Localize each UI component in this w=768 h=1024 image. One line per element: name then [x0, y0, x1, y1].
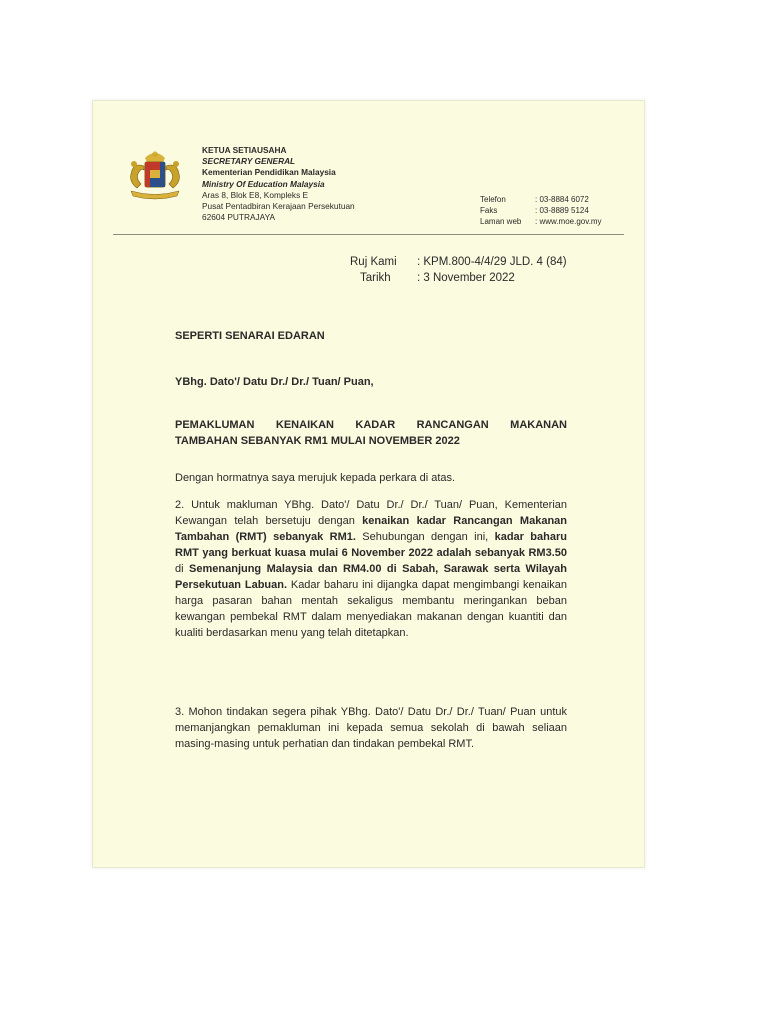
letterhead-title: KETUA SETIAUSAHA: [202, 145, 287, 155]
paragraph-2: [175, 497, 567, 641]
contact-phone-row: [480, 194, 602, 205]
reference-row: [350, 254, 567, 270]
para2-bold-3: Semenanjung Malaysia dan RM4.00 di Sabah, Sarawak serta Wilayah Persekutuan Labuan.: [175, 563, 568, 591]
subject: [175, 417, 567, 449]
phone-label: Telefon: [480, 195, 506, 204]
para2-text-4: Kadar baharu ini dijangka dapat mengimbangi kenaikan harga pasaran bahan mentah sekaligus membantu meringankan beban kewangan pembekal RMT dalam menyediakan makanan dengan kuantiti dan kualiti berdasarkan menu yang telah ditetapkan.: [175, 579, 567, 639]
paragraph-3: 3. Mohon tindakan segera pihak YBhg. Dato'/ Datu Dr./ Dr./ Tuan/ Puan untuk memanjangkan pemakluman ini kepada semua sekolah di bawah seliaan masing-masing untuk perhatian dan tindakan pembekal RMT.: [175, 706, 567, 750]
date-row: [350, 270, 567, 286]
salutation: YBhg. Dato'/ Datu Dr./ Dr./ Tuan/ Puan,: [175, 376, 374, 388]
opening-paragraph: Dengan hormatnya saya merujuk kepada perkara di atas.: [175, 472, 456, 484]
reference-value: : KPM.800-4/4/29 JLD. 4 (84): [417, 256, 567, 268]
para2-text-1: 2. Untuk makluman YBhg. Dato'/ Datu Dr./ Dr./ Tuan/ Puan, Kementerian Kewangan telah bersetuju dengan: [175, 499, 567, 527]
address-line-2: Pusat Pentadbiran Kerajaan Persekutuan: [202, 201, 355, 212]
phone-value: : 03-8884 6072: [535, 195, 589, 204]
letterhead-title-english: SECRETARY GENERAL: [202, 156, 296, 167]
para2-bold-2: kadar baharu RMT yang berkuat kuasa mulai 6 November 2022 adalah sebanyak RM3.50: [175, 531, 567, 559]
ministry-name: Kementerian Pendidikan Malaysia: [202, 167, 336, 178]
para2-text-2: Sehubungan dengan ini,: [355, 531, 495, 543]
header-divider: [113, 234, 624, 235]
web-value: : www.moe.gov.my: [535, 217, 602, 226]
para2-bold-1: kenaikan kadar Rancangan Makanan Tambahan (RMT) sebanyak RM1.: [175, 515, 567, 543]
fax-value: : 03-8889 5124: [535, 206, 589, 215]
fax-label: Faks: [480, 206, 498, 215]
date-label: Tarikh: [360, 272, 391, 284]
subject-line-2: TAMBAHAN SEBANYAK RM1 MULAI NOVEMBER 2022: [175, 435, 460, 447]
date-value: : 3 November 2022: [417, 272, 515, 284]
letterhead: [202, 145, 355, 223]
contact-fax-row: [480, 205, 602, 216]
reference-block: [350, 254, 567, 286]
subject-line-1: PEMAKLUMAN KENAIKAN KADAR RANCANGAN MAKANAN: [175, 419, 567, 431]
web-label: Laman web: [480, 217, 522, 226]
para2-text-3: di: [175, 563, 190, 575]
recipient-list: SEPERTI SENARAI EDARAN: [175, 330, 325, 342]
contact-details: [480, 194, 602, 227]
letter-page: [92, 100, 645, 868]
address-line-3: 62604 PUTRAJAYA: [202, 212, 276, 223]
contact-web-row: [480, 216, 602, 227]
reference-label: Ruj Kami: [350, 256, 397, 268]
ministry-name-english: Ministry Of Education Malaysia: [202, 178, 325, 189]
address-line-1: Aras 8, Blok E8, Kompleks E: [202, 189, 309, 200]
malaysia-coat-of-arms-icon: [119, 144, 191, 202]
